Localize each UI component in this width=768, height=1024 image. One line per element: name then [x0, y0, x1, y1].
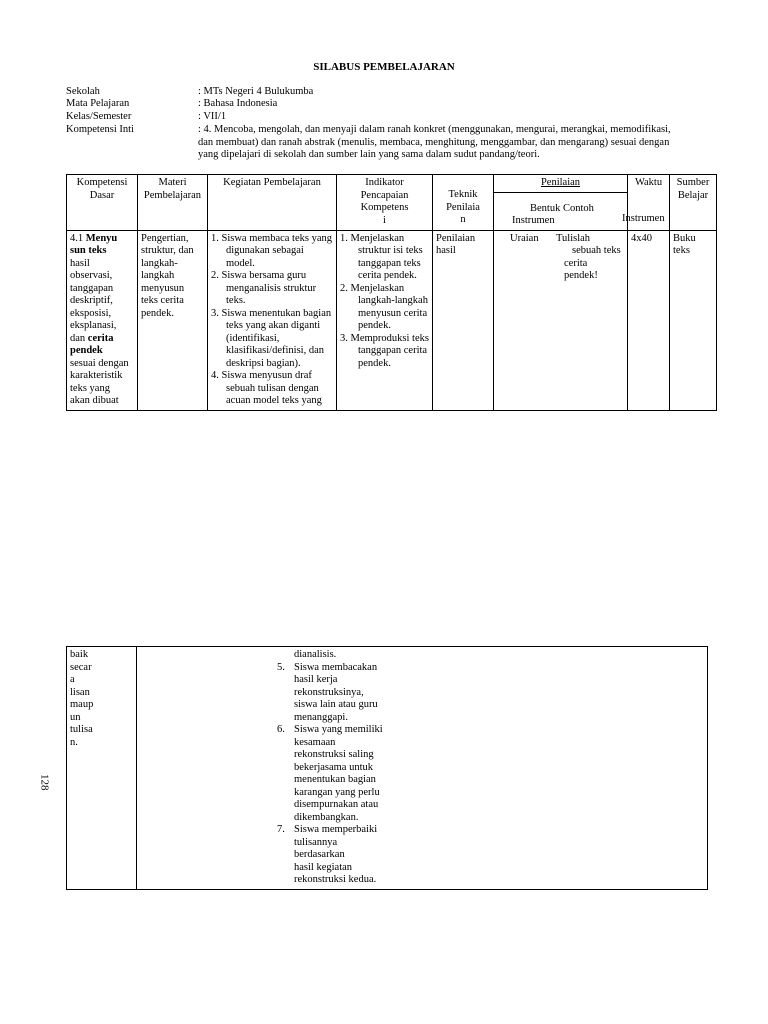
header-teknik: Teknik Penilaia n — [433, 175, 494, 231]
row1-materi: Pengertian, struktur, dan langkah- langkah menyusun teks cerita pendek. — [138, 230, 208, 410]
syllabus-table-continued — [66, 646, 708, 890]
row1-teknik: Penilaian hasil — [433, 230, 494, 410]
meta-label-kelas: Kelas/Semester — [66, 111, 132, 122]
row1-kegiatan: 1. Siswa membaca teks yang digunakan sebagai model. 2. Siswa bersama guru menganalisis struktur teks. 3. Siswa menentukan bagian teks yang akan diganti (identifikasi, klasifikasi/definisi, dan deskripsi bagian). 4. Siswa menyusun draf sebuah tulisan dengan acuan model teks yang — [208, 230, 337, 410]
header-indikator: Indikator Pencapaian Kompetens i — [337, 175, 433, 231]
ki-line: yang dipelajari di sekolah dan sumber lain yang sama dalam sudut pandang/teori. — [198, 149, 540, 160]
row1-indikator: 1. Menjelaskan struktur isi teks tanggapan teks cerita pendek. 2. Menjelaskan langkah-langkah menyusun cerita pendek. 3. Memproduksi teks tanggapan cerita pendek. — [337, 230, 433, 410]
ki-line: dan membuat) dan ranah abstrak (menulis, membaca, menghitung, menggambar, dan mengarang) sesuai dengan — [198, 136, 670, 148]
header-penilaian: Penilaian — [494, 175, 628, 193]
header-materi: Materi Pembelajaran — [138, 175, 208, 231]
row1-kd: 4.1 Menyu sun teks hasil observasi, tanggapan deskriptif, eksposisi, eksplanasi, dan cerita pendek sesuai dengan karakteristik teks yang akan dibuat — [67, 230, 138, 410]
row1-bentuk-contoh: Uraian Tulislah sebuah teks cerita pendek! — [494, 230, 628, 410]
header-kd: Kompetensi Dasar — [67, 175, 138, 231]
header-waktu: Waktu Instrumen — [628, 175, 670, 231]
meta-value-kelas: : VII/1 — [198, 111, 227, 122]
ki-line: : 4. Mencoba, mengolah, dan menyaji dalam ranah konkret (menggunakan, mengurai, merangkai, memodifikasi, — [198, 124, 671, 135]
page-title: SILABUS PEMBELAJARAN — [313, 61, 455, 73]
meta-label-ki: Kompetensi Inti — [66, 124, 134, 135]
row2-kegiatan: dianalisis. 5. Siswa membacakan hasil kerja rekonstruksinya, siswa lain atau guru menanggapi. 6. Siswa yang memiliki kesamaan rekonstruksi saling bekerjasama untuk menentukan bagian karangan yang perlu disempurnakan atau dikembangkan. 7. Siswa memperbaiki tulisannya berdasarkan hasil kegiatan rekonstruksi kedua. — [137, 647, 708, 890]
kegiatan-step-6: 6. Siswa yang memiliki kesamaan rekonstruksi saling bekerjasama untuk menentukan bagian karangan yang perlu disempurnakan atau dikembangkan. — [277, 724, 383, 823]
kegiatan-step-5: 5. Siswa membacakan hasil kerja rekonstruksinya, siswa lain atau guru menanggapi. — [277, 661, 378, 723]
meta-value-sekolah: : MTs Negeri 4 Bulukumba — [198, 86, 314, 97]
meta-value-mapel: : Bahasa Indonesia — [198, 98, 278, 109]
kegiatan-step-7: 7. Siswa memperbaiki tulisannya berdasarkan hasil kegiatan rekonstruksi kedua. — [277, 824, 378, 885]
syllabus-table — [66, 174, 717, 411]
row1-sumber: Buku teks — [670, 230, 717, 410]
header-sumber: Sumber Belajar — [670, 175, 717, 231]
row1-waktu: 4x40 — [628, 230, 670, 410]
header-bentuk-contoh: Bentuk Contoh Instrumen — [494, 192, 628, 230]
meta-label-mapel: Mata Pelajaran — [66, 98, 130, 109]
meta-value-ki — [198, 124, 698, 162]
meta-label-sekolah: Sekolah — [66, 86, 100, 97]
row2-kd: baik secar a lisan maup un tulisa n. — [67, 647, 137, 890]
page-number: 128 — [38, 774, 51, 791]
header-kegiatan: Kegiatan Pembelajaran — [208, 175, 337, 231]
